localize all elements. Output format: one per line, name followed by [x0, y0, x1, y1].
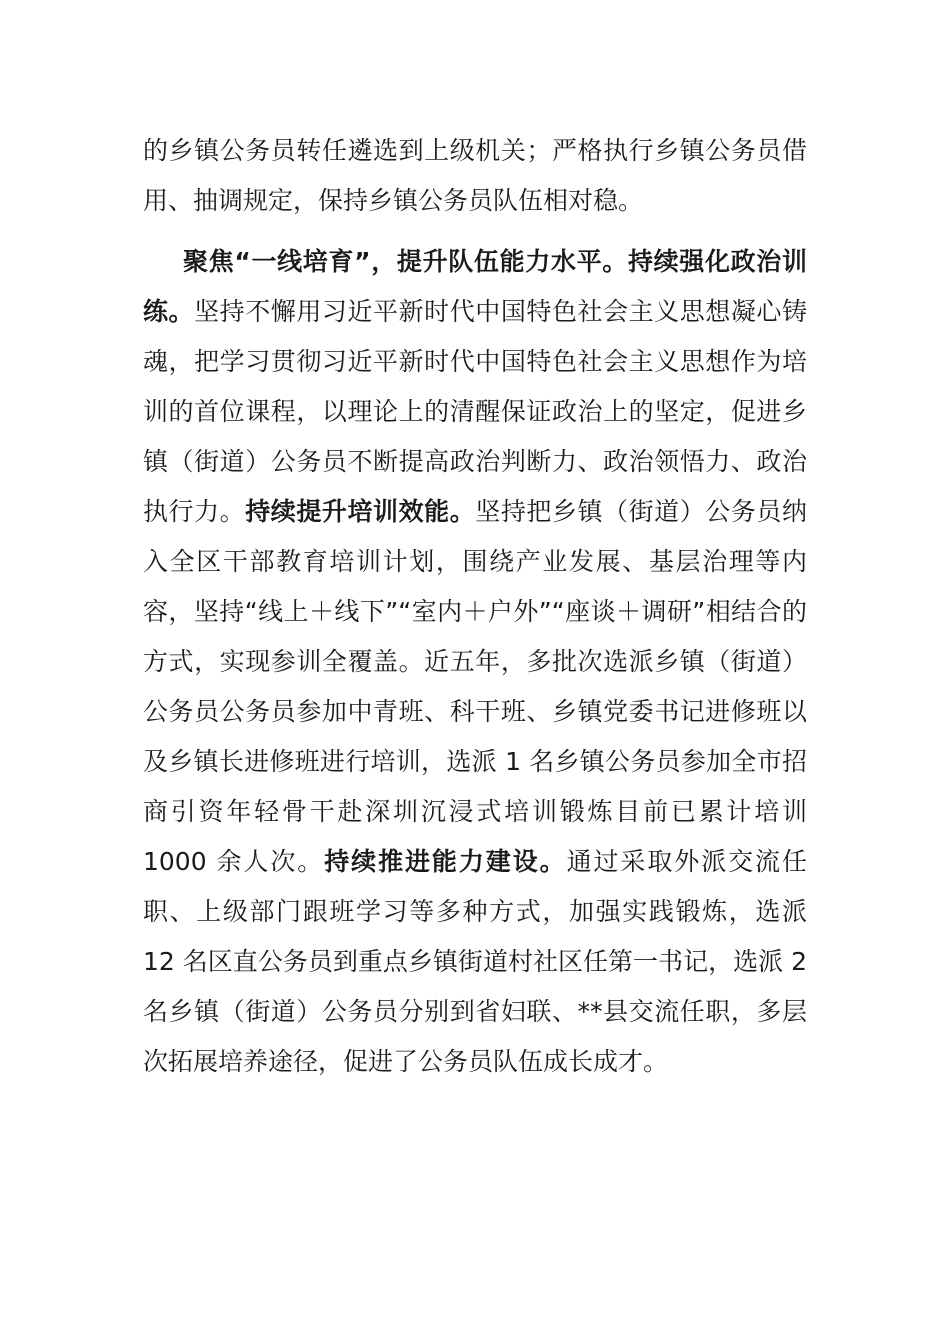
section-heading: 聚焦“一线培育”，提升队伍能力水平。	[183, 247, 628, 276]
subsection-title-training-efficiency: 持续提升培训效能。	[245, 497, 476, 526]
subsection-body-training-efficiency: 坚持把乡镇（街道）公务员纳入全区干部教育培训计划，围绕产业发展、基层治理等内容，坚持“线上＋线下”“室内＋户外”“座谈＋调研”相结合的方式，实现参训全覆盖。近五年，多批次选派乡镇（街道）公务员公务员参加中青班、科干班、乡镇党委书记进修班以及乡镇长进修班进行培训，选派 1 名乡镇公务员参加全市招商引资年轻骨干赴深圳沉浸式培训锻炼目前已累计培训 1000 余人次。	[143, 497, 807, 876]
paragraph-continuation	[143, 126, 807, 226]
subsection-title-political-training: 持续强化政治训练。	[143, 247, 807, 326]
subsection-title-capacity-building: 持续推进能力建设。	[324, 847, 567, 876]
paragraph-1-text: 的乡镇公务员转任遴选到上级机关；严格执行乡镇公务员借用、抽调规定，保持乡镇公务员队伍相对稳。	[143, 136, 807, 215]
subsection-body-capacity-building: 通过采取外派交流任职、上级部门跟班学习等多种方式，加强实践锻炼，选派 12 名区直公务员到重点乡镇街道村社区任第一书记，选派 2 名乡镇（街道）公务员分别到省妇联、**县交流任职，多层次拓展培养途径，促进了公务员队伍成长成才。	[143, 847, 807, 1076]
subsection-body-political-training: 坚持不懈用习近平新时代中国特色社会主义思想凝心铸魂，把学习贯彻习近平新时代中国特色社会主义思想作为培训的首位课程，以理论上的清醒保证政治上的坚定，促进乡镇（街道）公务员不断提高政治判断力、政治领悟力、政治执行力。	[143, 297, 807, 526]
paragraph-training	[143, 237, 807, 1087]
